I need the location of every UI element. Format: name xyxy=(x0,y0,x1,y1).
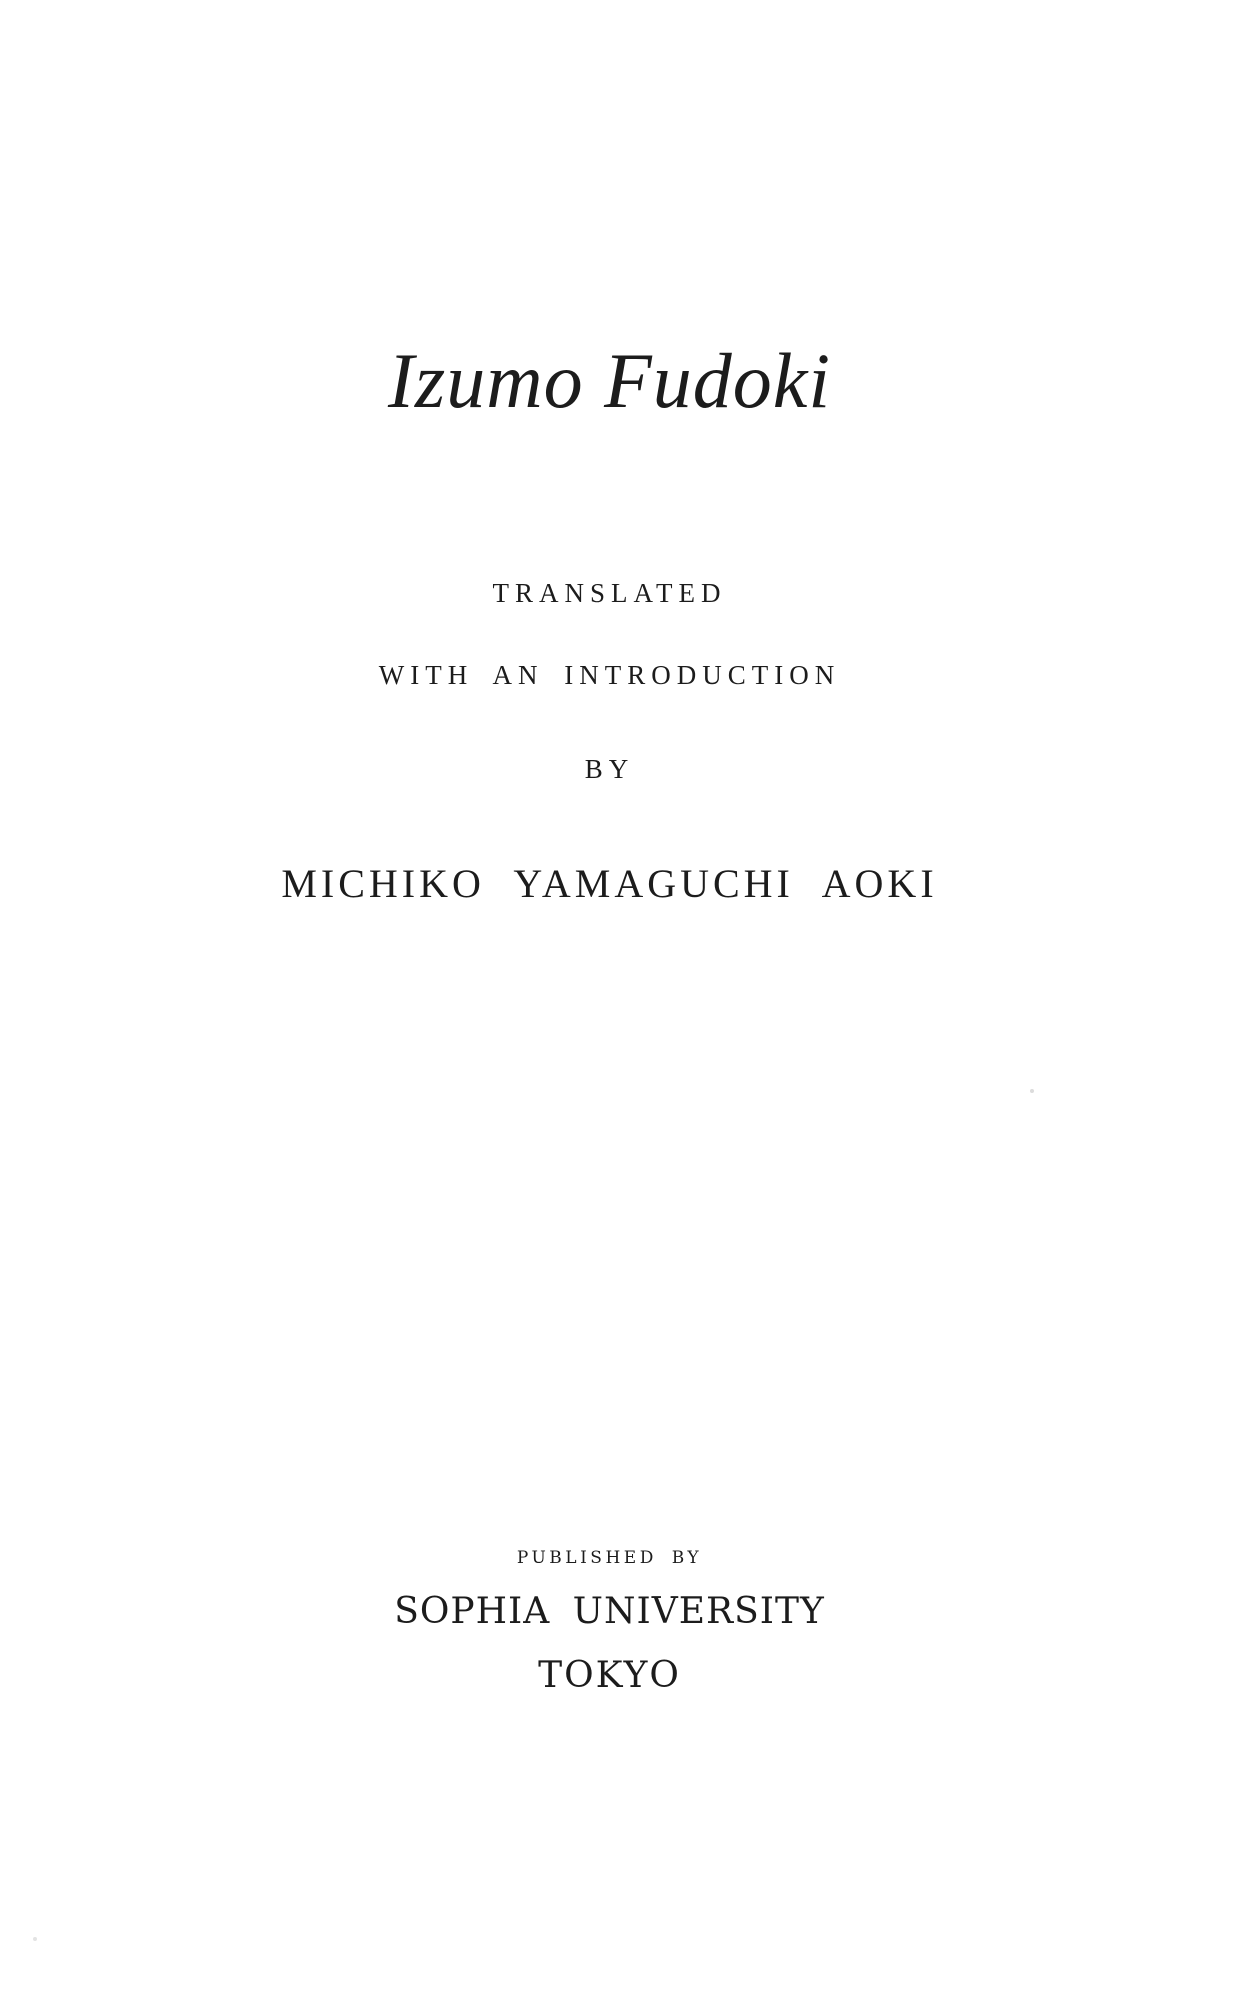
by-line: BY xyxy=(584,754,635,784)
translated-line: TRANSLATED xyxy=(492,578,727,608)
author-name: MICHIKO YAMAGUCHI AOKI xyxy=(281,861,938,906)
scan-speck xyxy=(33,1937,37,1941)
book-title: Izumo Fudoki xyxy=(387,337,832,424)
introduction-line: WITH AN INTRODUCTION xyxy=(378,660,841,690)
published-by-line: PUBLISHED BY xyxy=(516,1548,703,1568)
publisher-name: SOPHIA UNIVERSITY xyxy=(394,1591,825,1632)
publisher-city: TOKYO xyxy=(538,1655,681,1696)
scan-speck xyxy=(1030,1089,1034,1093)
